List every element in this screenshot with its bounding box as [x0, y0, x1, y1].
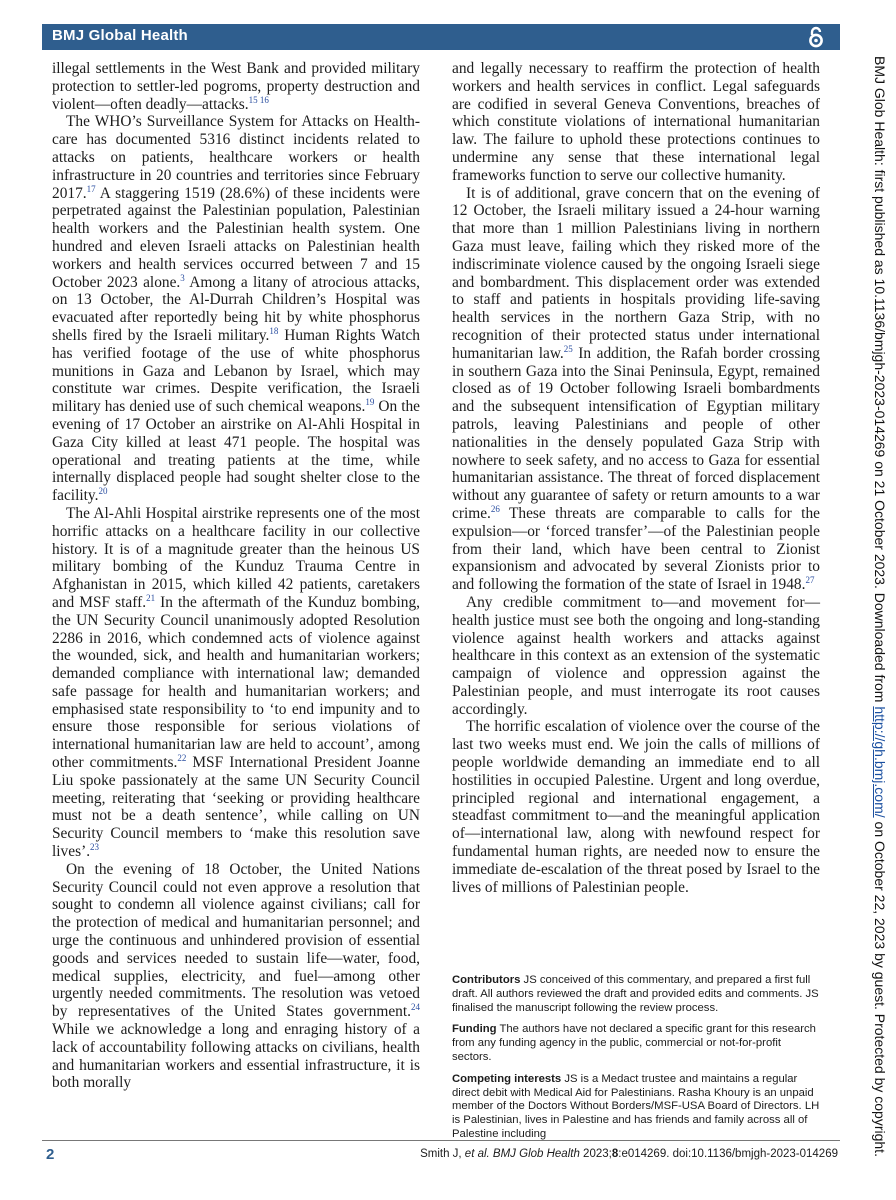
- competing-interests-label: Competing interests: [452, 1072, 562, 1085]
- article-citation: Smith J, et al. BMJ Glob Health 2023;8:e014269. doi:10.1136/bmjgh-2023-014269: [420, 1148, 838, 1160]
- paragraph: Any credible commitment to—and movement for—health justice must see both the ongoing and long-standing violence against health workers and attacks against healthcare in this context as an extension of the systematic campaign of violence and oppression against the Palestinian people, and must interrogate its root causes accordingly.: [452, 593, 820, 718]
- paragraph: and legally necessary to reaffirm the protection of health workers and health services in conflict. Legal safeguards are codified in several Geneva Conventions, breaches of which constitute violations of international humanitarian law. The failure to uphold these protections continues to undermine any sense that these international legal frameworks function to serve our collective humanity.: [452, 60, 820, 184]
- download-watermark: [872, 56, 892, 1156]
- journal-link[interactable]: http://gh.bmj.com/: [872, 706, 888, 818]
- watermark-text: BMJ Glob Health: first published as 10.1136/bmjgh-2023-014269 on 21 October 2023. Downloaded from: [872, 56, 888, 707]
- paragraph: illegal settlements in the West Bank and provided military protection to settler-led pogroms, property destruction and violent—often deadly—attacks.$^{15 16}$: [52, 60, 420, 113]
- citation-ref[interactable]: 18: [269, 325, 279, 336]
- paragraph: The horrific escalation of violence over the course of the last two weeks must end. We join the calls of millions of people worldwide demanding an immediate end to all hostilities in occupied Palestine. Urgent and long overdue, principled regional and international engagement, a steadfast commitment to—and the meaningful application of—international law, along with newfound respect for fundamental human rights, are needed now to ensure the immediate de-escalation of the threat posed by Israel to the lives of millions of Palestinian people.: [452, 718, 820, 896]
- citation-ref[interactable]: 21: [146, 592, 156, 603]
- citation-ref[interactable]: 26: [490, 503, 500, 514]
- citation-ref[interactable]: 23: [90, 841, 100, 852]
- watermark-text-end: on October 22, 2023 by guest. Protected by copyright.: [872, 817, 888, 1157]
- page-number: 2: [46, 1146, 55, 1163]
- competing-interests-statement: Competing interests JS is a Medact trustee and maintains a regular direct debit with Medical Aid for Palestinians. Rasha Khoury is an unpaid member of the Doctors Without Borders/MSF-USA Board of Directors. LH is Palestinian, lives in Palestine and has friends and family across all of Palestine including: [452, 1072, 820, 1140]
- open-access-lock-icon: [808, 26, 824, 48]
- citation-ref[interactable]: 17: [86, 183, 96, 194]
- paragraph: The WHO’s Surveillance System for Attacks on Health-care has documented 5316 distinct incidents related to attacks on patients, healthcare workers or health infrastructure in 20 countries and territories since February 2017.17 A staggering 1519 (28.6%) of these incidents were perpetrated against the Palestinian population, Palestinian health workers and the Palestinian health system. One hundred and eleven Israeli attacks on Palestinian health workers and health services occurred between 7 and 15 October 2023 alone.$^3$ Among a litany of atrocious attacks, on 13 October, the Al-Durrah Children’s Hospital was evacuated after reportedly being hit by white phosphorus shells fired by the Israeli military.$^{18}$ Human Rights Watch has verified footage of the use of white phosphorus munitions in Gaza and Lebanon by Israel, which may constitute war crimes. Despite verification, the Israeli military has denied use of such chemical weapons.$^{19}$ On the evening of 17 October an airstrike on Al-Ahli Hospital in Gaza City killed at least 471 people. The hospital was operational and treating patients at the time, while internally displaced people had sought shelter close to the facility.$^{20}$: [52, 113, 420, 505]
- contributors-label: Contributors: [452, 974, 521, 986]
- paragraph: It is of additional, grave concern that on the evening of 12 October, the Israeli military issued a 24-hour warning that more than 1 million Palestinians living in northern Gaza must leave, failing which they risked more of the indiscriminate violence caused by the ongoing Israeli siege and bombardment. This displacement order was extended to staff and patients in hospitals providing life-saving health services in the northern Gaza Strip, with no recognition of their protected status under international humanitarian law.$^{25}$ In addition, the Rafah border crossing in southern Gaza into the Sinai Peninsula, Egypt, remained closed as of 19 October following Israeli bombardments and the subsequent intensification of Egyptian military patrols, leaving Palestinians and people of other nationalities in the densely populated Gaza Strip with nowhere to seek safety, and no access to Gaza for essential humanitarian assistance. The threat of forced displacement without any guarantee of safety or return amounts to a war crime.$^{26}$ These threats are comparable to calls for the expulsion—or ‘forced transfer’—of the Palestinian people from their land, which have been central to Zionist expansionism and advocated by several Zionists prior to and following the formation of the state of Israel in 1948.27: [452, 184, 820, 594]
- journal-header-bar: [42, 24, 840, 50]
- footer-divider: [42, 1140, 840, 1141]
- citation-ref[interactable]: 19: [365, 397, 375, 408]
- paragraph: The Al-Ahli Hospital airstrike represents one of the most horrific attacks on a healthcare facility in our collective history. It is of a magnitude greater than the heinous US military bombing of the Kunduz Trauma Centre in Afghanistan in 2015, which killed 42 patients, caretakers and MSF staff.$^{21}$ In the aftermath of the Kunduz bombing, the UN Security Council unanimously adopted Resolution 2286 in 2016, which condemned acts of violence against the wounded, sick, and health and humanitarian workers; demanded compliance with international law; demanded safe passage for health and humanitarian workers; and emphasised state responsibility to ‘to end impunity and to ensure those responsible for serious violations of international humanitarian law are held to account’, among other commitments.$^{22}$ MSF International President Joanne Liu spoke passionately at the same UN Security Council meeting, reiterating that ‘seeking or providing healthcare must not be a death sentence’, while calling on UN Security Council members to ‘make this resolution save lives’.$^{23}$: [52, 504, 420, 861]
- citation-ref[interactable]: 3: [180, 272, 185, 283]
- citation-ref[interactable]: 20: [98, 486, 108, 496]
- journal-title: BMJ Global Health: [52, 27, 188, 44]
- citation-ref[interactable]: 24: [411, 1002, 420, 1013]
- citation-ref[interactable]: 25: [563, 343, 573, 354]
- funding-label: Funding: [452, 1023, 497, 1036]
- citation-ref[interactable]: 22: [177, 752, 187, 763]
- citation-ref[interactable]: 15 16: [248, 94, 269, 105]
- left-column: [52, 60, 420, 1092]
- contributors-statement: Contributors JS conceived of this commentary, and prepared a first full draft. All authors reviewed the draft and provided edits and comments. JS finalised the manuscript following the review process.: [452, 974, 819, 1014]
- right-column: [452, 60, 820, 896]
- citation-ref[interactable]: 27: [805, 574, 815, 585]
- paragraph: On the evening of 18 October, the United Nations Security Council could not even approve a resolution that sought to condemn all violence against civilians; call for the protection of medical and humanitarian personnel; and urge the continuous and unhindered provision of essential goods and services needed to sustain life—water, food, medical supplies, electricity, and fuel—among other urgently needed commitments. The resolution was vetoed by representatives of the United States government.$^{24}$ While we acknowledge a long and enraging history of a lack of accountability following attacks on civilians, health and humanitarian workers and essential infrastructure, it is both morally: [52, 860, 420, 1092]
- funding-statement: Funding The authors have not declared a specific grant for this research from any funding agency in the public, commercial or not-for-profit sectors.: [452, 1023, 816, 1063]
- back-matter: [452, 974, 820, 1150]
